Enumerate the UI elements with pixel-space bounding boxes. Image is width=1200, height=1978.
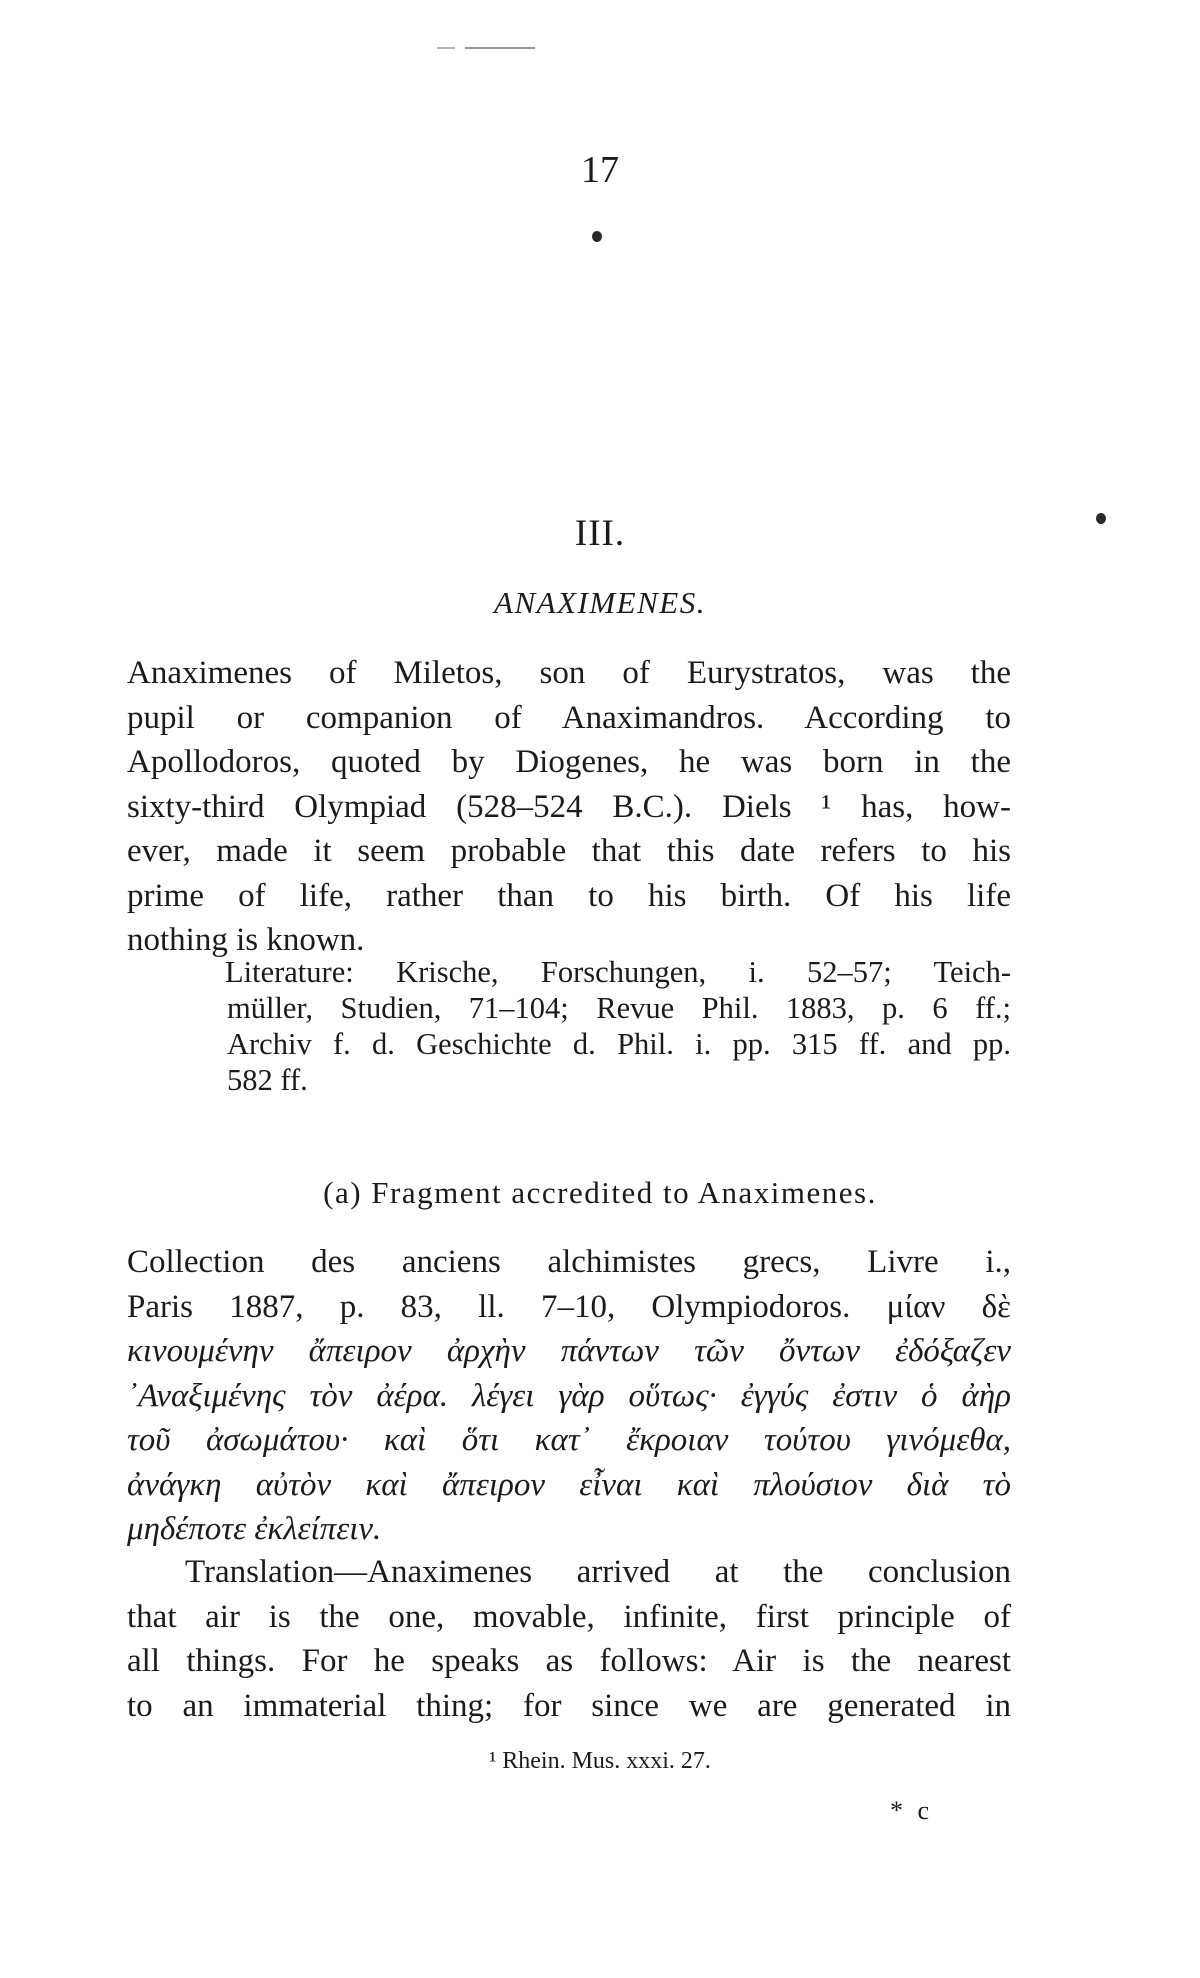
section-number: III.	[574, 513, 626, 554]
greek-line: κινουμένην ἄπειρον ἀρχὴν πάντων τῶν ὄντων ἐδόξαζεν	[127, 1333, 1011, 1369]
top-printer-mark	[465, 47, 535, 49]
collection-paragraph	[127, 1240, 1011, 1552]
literature-line: Archiv f. d. Geschichte d. Phil. i. pp. 315 ff. and pp.	[227, 1027, 1011, 1061]
translation-line: all things. For he speaks as follows: Air is the nearest	[127, 1643, 1011, 1679]
translation-line: to an immaterial thing; for since we are generated in	[127, 1687, 1011, 1724]
translation-line: Translation—Anaximenes arrived at the conclusion	[185, 1554, 1011, 1590]
intro-line: nothing is known.	[127, 922, 365, 958]
intro-paragraph	[127, 651, 1011, 963]
intro-line: ever, made it seem probable that this date refers to his	[127, 833, 1011, 869]
literature-line: 582 ff.	[227, 1063, 308, 1097]
literature-line: müller, Studien, 71–104; Revue Phil. 1883, p. 6 ff.;	[227, 991, 1011, 1025]
signature-mark: * c	[890, 1796, 934, 1825]
collection-line: Collection des anciens alchimistes grecs, Livre i.,	[127, 1244, 1011, 1280]
collection-line: Paris 1887, p. 83, ll. 7–10, Olympiodoros. μίαν δὲ	[127, 1288, 1011, 1325]
intro-line: sixty-third Olympiad (528–524 B.C.). Diels ¹ has, how-	[127, 788, 1011, 825]
ink-dot	[592, 231, 602, 242]
intro-line: Apollodoros, quoted by Diogenes, he was born in the	[127, 744, 1011, 780]
intro-line: pupil or companion of Anaximandros. According to	[127, 699, 1011, 736]
footnote: ¹ Rhein. Mus. xxxi. 27.	[489, 1748, 711, 1774]
translation-line: that air is the one, movable, infinite, first principle of	[127, 1598, 1011, 1635]
literature-line: Literature: Krische, Forschungen, i. 52–57; Teich-	[225, 955, 1011, 989]
translation-paragraph	[127, 1550, 1011, 1728]
section-title: ANAXIMENES.	[494, 585, 706, 620]
fragment-heading: (a) Fragment accredited to Anaximenes.	[323, 1175, 877, 1210]
intro-line: Anaximenes of Miletos, son of Eurystratos, was the	[127, 655, 1011, 691]
greek-line: τοῦ ἀσωμάτου· καὶ ὅτι κατ᾿ ἔκροιαν τούτου γινόμεθα,	[127, 1422, 1011, 1458]
page-number: 17	[581, 149, 619, 191]
literature-note	[227, 954, 1011, 1098]
greek-line: μηδέποτε ἐκλείπειν.	[127, 1511, 382, 1547]
intro-line: prime of life, rather than to his birth. Of his life	[127, 877, 1011, 914]
greek-line: ᾿Αναξιμένης τὸν ἀέρα. λέγει γὰρ οὕτως· ἐγγύς ἐστιν ὁ ἀὴρ	[127, 1377, 1011, 1414]
greek-line: ἀνάγκη αὐτὸν καὶ ἄπειρον εἶναι καὶ πλούσιον διὰ τὸ	[127, 1466, 1011, 1503]
